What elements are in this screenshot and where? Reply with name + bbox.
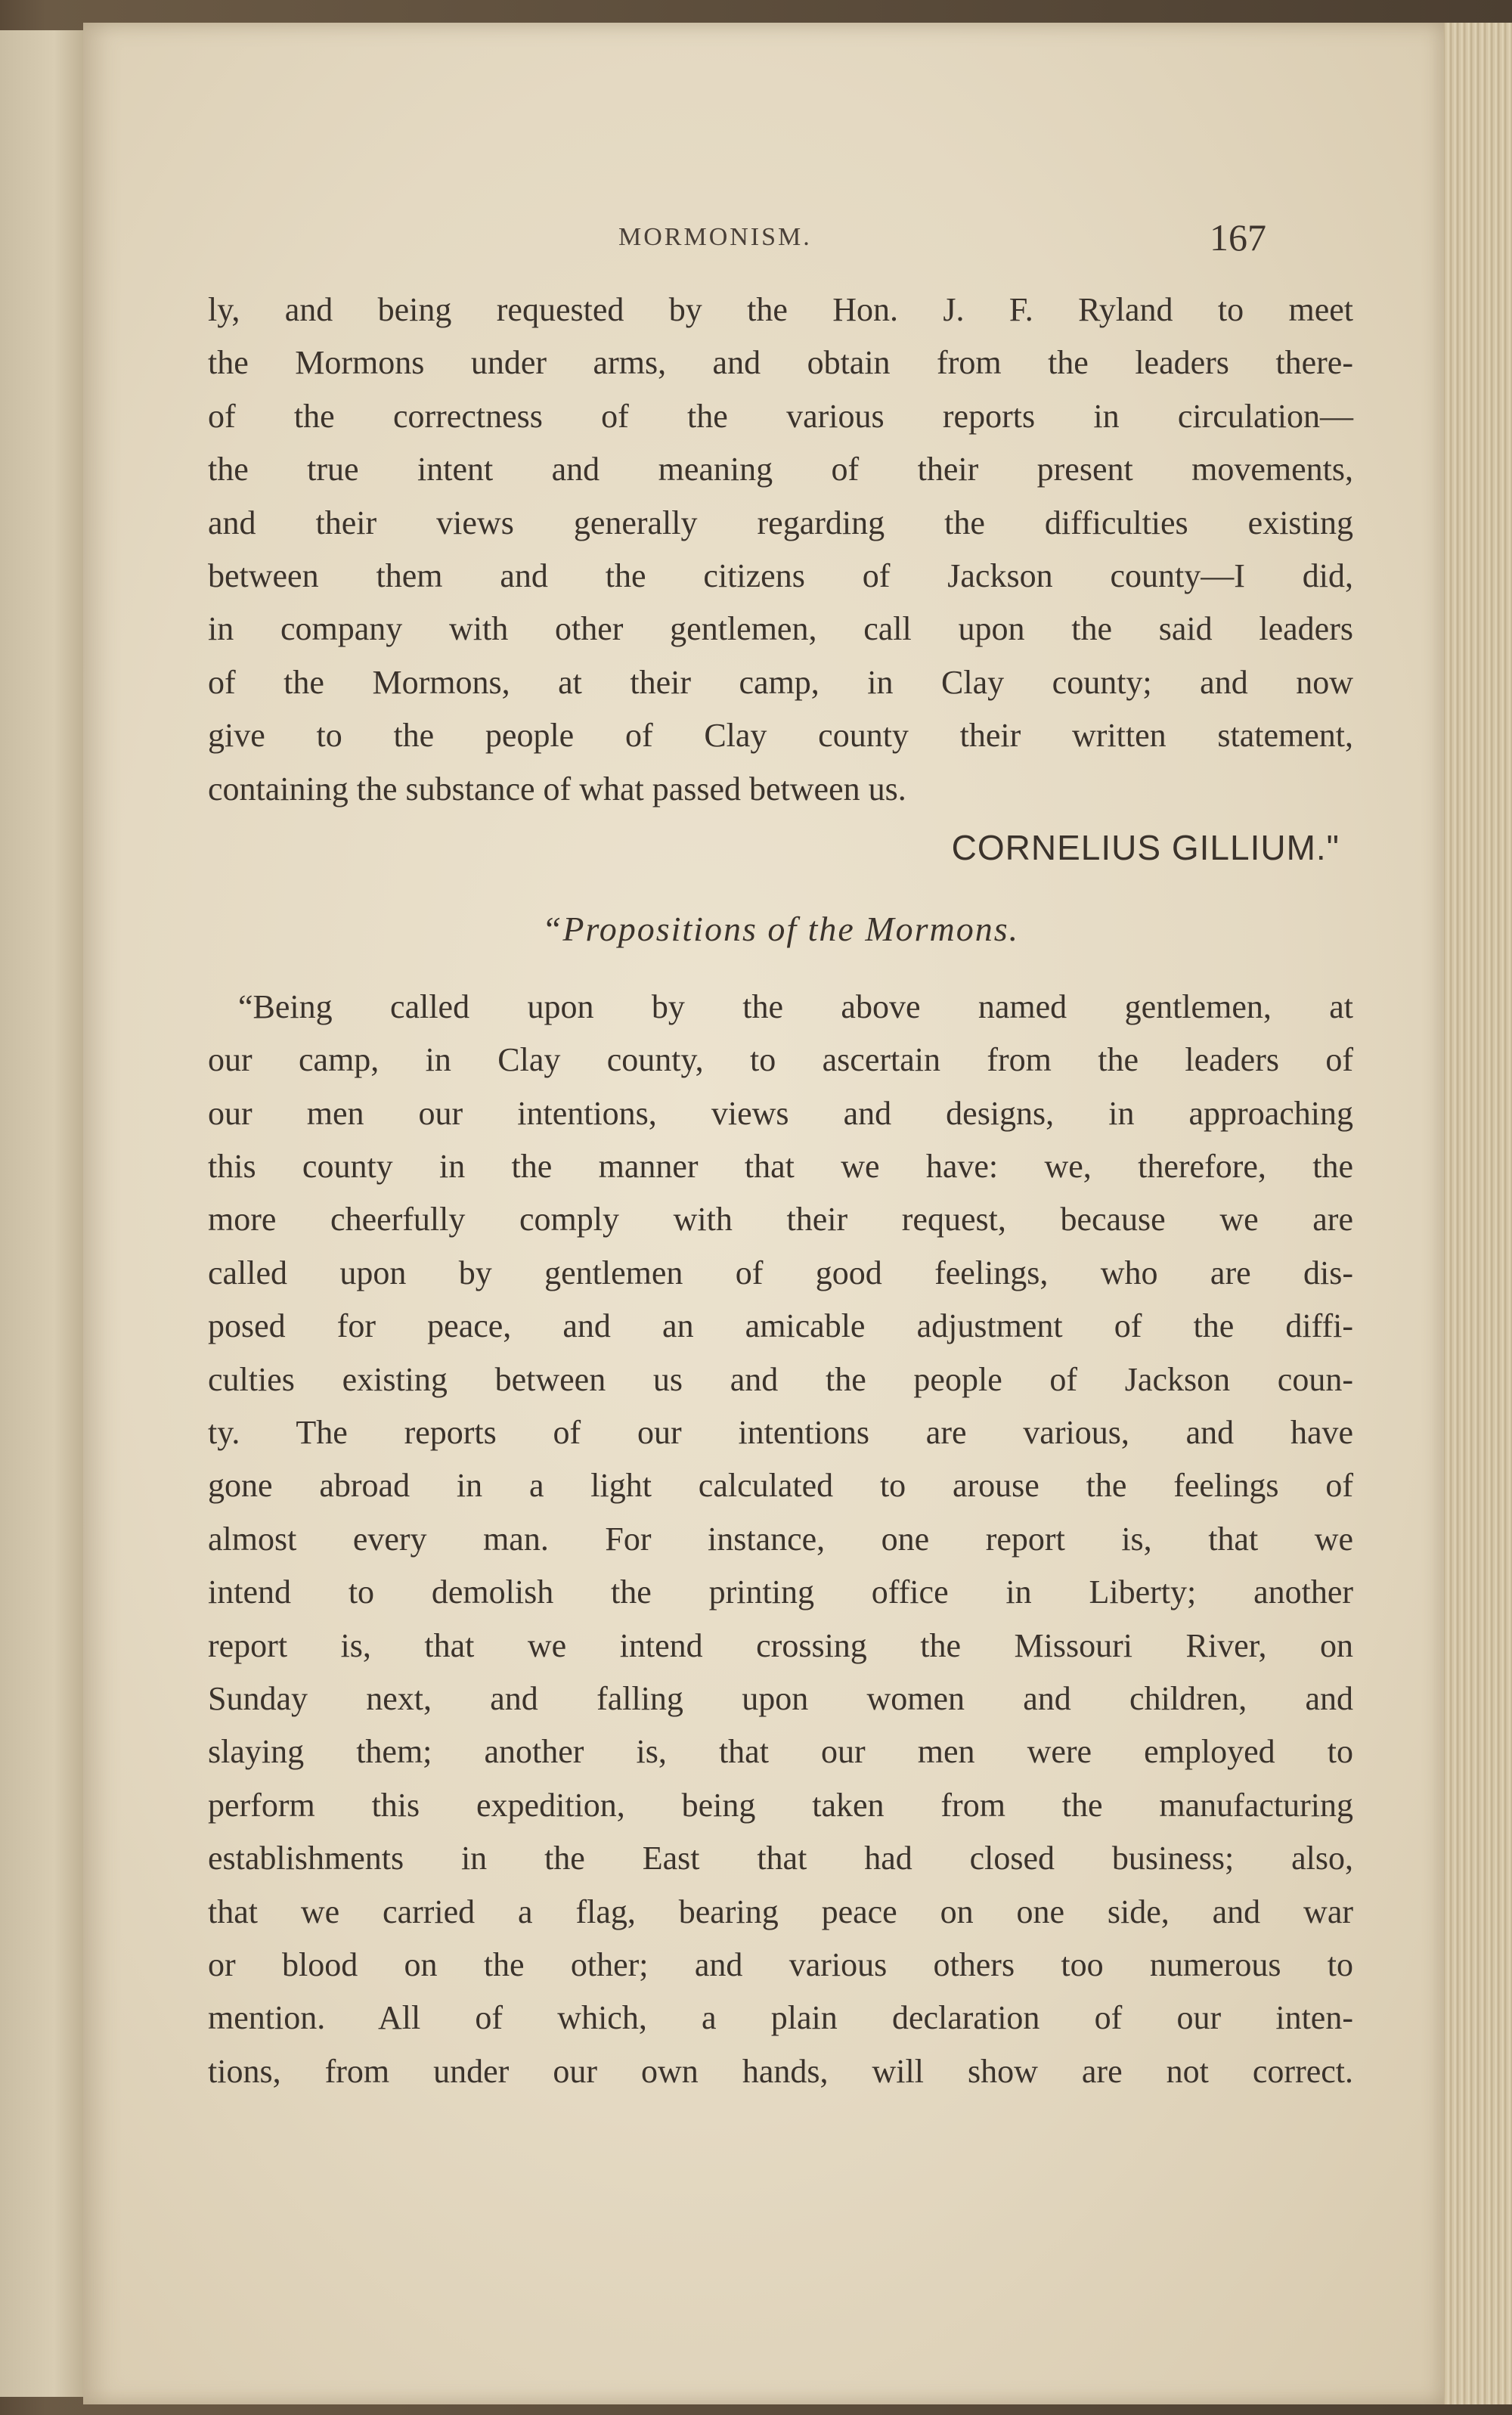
text-line: Sunday next, and falling upon women and children, and: [208, 1679, 1353, 1717]
text-line: establishments in the East that had closed business; also,: [208, 1840, 1353, 1877]
text-line: that we carried a flag, bearing peace on one side, and war: [208, 1893, 1353, 1930]
text-line: this county in the manner that we have: we, therefore, the: [208, 1148, 1353, 1186]
text-line: “Being called upon by the above named gentlemen, at: [238, 987, 1353, 1025]
page-number: 167: [1210, 216, 1266, 259]
text-line: the Mormons under arms, and obtain from the leaders there-: [208, 344, 1353, 382]
text-line: or blood on the other; and various others too numerous to: [208, 1945, 1353, 1983]
text-line: give to the people of Clay county their written statement,: [208, 717, 1353, 755]
text-line: of the correctness of the various reports in circulation—: [208, 397, 1353, 435]
text-line: mention. All of which, a plain declaration of our inten-: [208, 1999, 1353, 2037]
text-line: report is, that we intend crossing the Missouri River, on: [208, 1626, 1353, 1664]
text-line: almost every man. For instance, one report is, that we: [208, 1520, 1353, 1558]
book-page: [83, 23, 1444, 2404]
section-heading: “Propositions of the Mormons.: [541, 909, 1020, 948]
text-line: of the Mormons, at their camp, in Clay county; and now: [208, 663, 1353, 701]
text-line: posed for peace, and an amicable adjustment of the diffi-: [208, 1307, 1353, 1345]
signature: CORNELIUS GILLIUM.": [951, 827, 1340, 867]
page-header: [83, 215, 1444, 261]
text-line: and their views generally regarding the difficulties existing: [208, 504, 1353, 541]
paragraph-2: [208, 981, 1353, 2098]
text-line: the true intent and meaning of their present movements,: [208, 451, 1353, 488]
text-line: perform this expedition, being taken from the manufacturing: [208, 1786, 1353, 1824]
text-line: called upon by gentlemen of good feelings, who are dis-: [208, 1254, 1353, 1291]
text-line: intend to demolish the printing office in Liberty; another: [208, 1573, 1353, 1611]
text-line: ty. The reports of our intentions are various, and have: [208, 1414, 1353, 1452]
page-body: [208, 284, 1353, 2098]
text-line: between them and the citizens of Jackson county—I did,: [208, 556, 1353, 594]
text-line: our men our intentions, views and designs, in approaching: [208, 1094, 1353, 1132]
text-line: our camp, in Clay county, to ascertain from the leaders of: [208, 1041, 1353, 1079]
text-line: ly, and being requested by the Hon. J. F. Ryland to meet: [208, 291, 1353, 328]
text-line: more cheerfully comply with their request, because we are: [208, 1201, 1353, 1239]
facing-page-edge: [0, 30, 91, 2397]
paragraph-1: [208, 284, 1353, 816]
text-line: in company with other gentlemen, call upon the said leaders: [208, 610, 1353, 648]
text-line: tions, from under our own hands, will show are not correct.: [208, 2052, 1353, 2090]
text-line: containing the substance of what passed between us.: [208, 770, 906, 808]
text-line: slaying them; another is, that our men were employed to: [208, 1733, 1353, 1771]
running-head: MORMONISM.: [618, 223, 812, 251]
text-line: gone abroad in a light calculated to arouse the feelings of: [208, 1467, 1353, 1505]
text-line: culties existing between us and the people of Jackson coun-: [208, 1360, 1353, 1398]
